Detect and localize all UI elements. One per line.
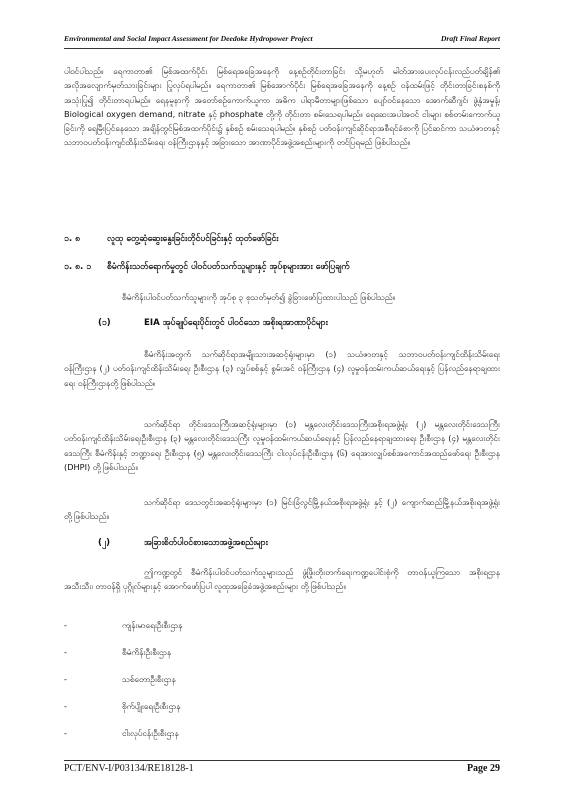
list-item-text: စီမံကိန်းဦးစီးဌာန [122,647,172,657]
subsection-heading [64,262,350,274]
header-divider [64,48,500,49]
list-item [64,701,500,728]
section-number: ၁. ၈ [64,234,80,244]
page-header [64,34,500,48]
list-item [64,674,500,701]
group-number: (၁) [98,318,111,328]
bullet-dash: - [64,620,67,630]
group-title: အခြားစိတ်ပါဝင်စားသောအဖွဲ့အစည်းများ [144,538,268,548]
paragraph-other-stakeholders: ဤကဏ္ဍတွင် စီမံကိန်းပါဝင်ပတ်သက်သူများသည် ဖွံ့ဖြိုးတိုးတက်ရေးကဏ္ဍပေါင်းစုံကို တာဝန်ယူကြသော အစိုးရဌာနအသီးသီး၊ တာဝန်ရှိ ပုဂ္ဂိုလ်များနှင့် အောက်ဖော်ပြပါ လူထုအခြေခံအဖွဲ့အစည်းများ တို့ဖြစ်ပါသည်။ [64,567,500,592]
page-number: Page 29 [466,763,500,774]
bullet-dash: - [64,728,67,738]
paragraph-local-offices: သက်ဆိုင်ရာ ဒေသတွင်းအဆင့်ရုံးများမှာ (၁) မြင်းခြံလွင်မြို့နယ်အစိုးရအဖွဲ့ရုံး နှင့် (၂) ကျောက်ဆည်မြို့နယ်အစိုးရအဖွဲ့ရုံး တို့ဖြစ်ပါသည်။ [64,497,500,522]
paragraph-stakeholder-groups: စီမံကိန်းပါဝင်ပတ်သက်သူများကို အုပ်စု ၃ စုသတ်မှတ်၍ ခွဲခြားဖော်ပြထားပါသည် ဖြစ်ပါသည်။ [122,292,396,302]
subsection-title: စီမံကိန်းသတ်ရောက်မှုတွင် ပါဝင်ပတ်သက်သူများနှင့် အုပ်စုများအား ဖော်ပြချက် [107,262,350,272]
section-heading [64,234,278,246]
list-item [64,620,500,647]
group-number: (၂) [98,538,111,548]
list-item [64,728,500,755]
page-footer [64,763,500,777]
bullet-dash: - [64,647,67,657]
list-item-text: ငါးလုပ်ငန်းဦးစီးဌာန [122,728,179,738]
report-title: Environmental and Social Impact Assessment for Deedoke Hydropower Project [64,34,313,43]
document-number: PCT/ENV-I/P03134/RE18128-1 [64,763,194,774]
section-title: လူထု တွေ့ဆုံဆွေးနွေးခြင်းတိုင်ပင်ခြင်းနှင့် ထုတ်ဖော်ခြင်း [107,234,279,244]
list-item-text: စိုက်ပျိုးရေးဦးစီးဌာန [122,701,181,711]
group-title: EIA အုပ်ချုပ်ရေးပိုင်းတွင် ပါဝင်သော အစိုးရအာဏာပိုင်များ [144,318,328,328]
department-list [64,620,500,755]
paragraph-regional-offices: သက်ဆိုင်ရာ တိုင်းဒေသကြီးအဆင့်ရုံးများမှာ (၁) မန္တလေးတိုင်းဒေသကြီးအစိုးရအဖွဲ့ရုံး (၂) မန္တလေးတိုင်းဒေသကြီး ပတ်ဝန်းကျင်ထိန်းသိမ်းရေးဦးစီးဌာန (၃) မန္တလေးတိုင်းဒေသကြီး လူမှုဝန်ထမ်းကယ်ဆယ်ရေးနှင့် ပြန်လည်နေရာချထားရေး ဦးစီးဌာန (၄) မန္တလေးတိုင်းဒေသကြီး စီမံကိန်းနှင့် ဘဏ္ဍာရေး ဦးစီးဌာန (၅) မန္တလေးတိုင်းဒေသကြီး ငါးလုပ်ငန်းဦးစီးဌာန (၆) ရေအားလျှပ်စစ်အကောင်အထည်ဖော်ရေး ဦးစီးဌာန (DHPI) တို့ဖြစ်ပါသည်။ [64,419,500,472]
footer-divider [64,760,500,761]
subsection-number: ၁. ၈. ၁ [64,262,92,272]
paragraph-monitoring: ပါဝင်ပါသည်။ ရေကာတာ၏ မြစ်အထက်ပိုင်း မြစ်ရေအခြေအနေကို နေ့စဉ်တိုင်းတာခြင်း သို့မဟုတ် မါတ်အားပေးလုပ်ငန်းလည်ပတ်ချိန်၏ အလိုအလျောက်မှတ်သားခြင်းများ ပြုလုပ်ရပါမည်။ ရေကာတာ၏ မြစ်အောက်ပိုင်း မြစ်ရေအခြေအနေကို နေ့စဉ် ဝန်ထမ်းဖြင့် တိုင်းတာခြင်းစနစ်ကို အသုံးပြု၍ တိုင်းတာရပါမည်။ ရေနမူနာကို အတော်စဉ်ကောက်ယူကာ အဓိက ပါရာမီတာများဖြစ်သော ပျော်ဝင်နေသော အောက်ဆီဂျင်၊ ဖွဲ့နှံအမှုန့်၊ Biological oxygen demand, nitrate နှင့် phosphate တို့ကို တိုင်းတာ စမ်းသေရပါမည်။ ရေဆေးအပါအဝင် ငါးများ စစ်တမ်းကောက်ယူခြင်းကို ရေမြီးပြင်နေသော အချိန်တွင်မြစ်အထက်ပိုင်း၌ နှစ်စဉ် စမ်းသေရပါမည်။ နှစ်စဉ် ပတ်ဝန်းကျင်ဆိုင်ရာအစီရင်ခံစာကို ပြင်ဆင်ကာ သယံဇာတနှင့် သဘာဝပတ်ဝန်းကျင်ထိန်းသိမ်းရေး ဝန်ကြီးဌာနနှင့် အခြားသော အာဏာပိုင်အဖွဲ့အစည်းများကို တင်ပြရမည် ဖြစ်ပါသည်။ [64,66,500,148]
paragraph-national-offices: စီမံကိန်းအတွက် သက်ဆိုင်ရာအမျိုးသားအဆင့်ရုံးများမှာ (၁) သယံဇာတနှင့် သဘာဝပတ်ဝန်းကျင်ထိန်းသိမ်းရေး ဝန်ကြီးဌာန (၂) ပတ်ဝန်းကျင်ထိန်းသိမ်းရေး ဦးစီးဌာန (၃) လျှပ်စစ်နှင့် စွမ်းအင် ဝန်ကြီးဌာန (၄) လူမှုဝန်ထမ်းကယ်ဆယ်ရေးနှင့် ပြန်လည်နေရာချထားရေး ဝန်ကြီးဌာနတို့ဖြစ်ပါသည်။ [64,349,500,388]
report-status: Draft Final Report [440,34,500,43]
bullet-dash: - [64,674,67,684]
list-item-text: ကျန်းမာရေးဦးစီးဌာန [122,620,183,630]
list-item-text: သစ်တောဦးစီးဌာန [122,674,176,684]
bullet-dash: - [64,701,67,711]
list-item [64,647,500,674]
